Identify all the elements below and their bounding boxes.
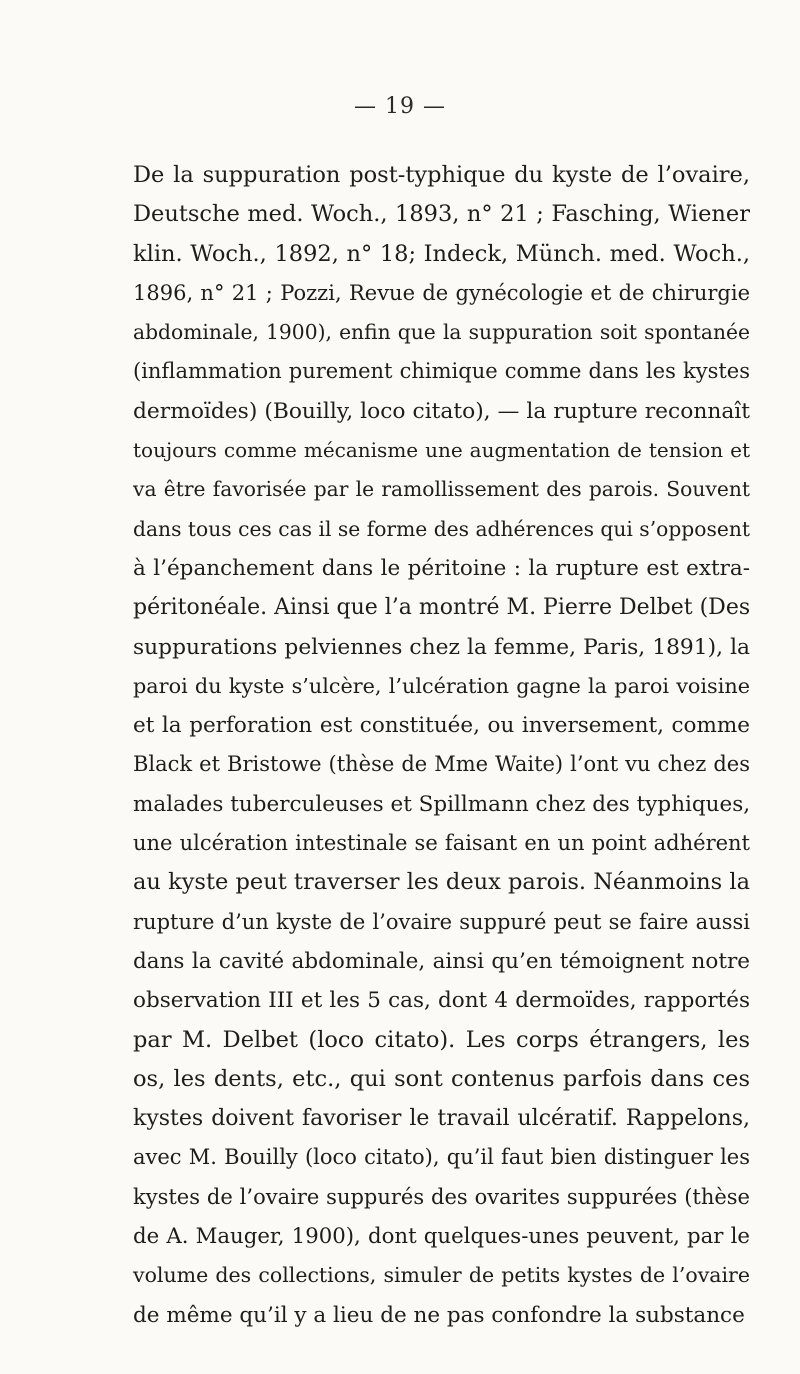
page-number: — 19 — [354,94,446,119]
text-line: abdominale, 1900), enfin que la suppuration soit spontanée [133,320,750,345]
text-line: os, les dents, etc., qui sont contenus parfois dans ces [133,1065,750,1092]
text-line: avec M. Bouilly (loco citato), qu’il faut bien distinguer les [133,1145,750,1170]
text-line: Deutsche med. Woch., 1893, n° 21 ; Fasching, Wiener [133,201,750,228]
text-line: va être favorisée par le ramollissement des parois. Souvent [133,477,750,502]
text-line: de même qu’il y a lieu de ne pas confondre la substance [133,1302,745,1328]
text-line: suppurations pelviennes chez la femme, Paris, 1891), la [133,634,750,660]
text-line: par M. Delbet (loco citato). Les corps étrangers, les [133,1026,750,1053]
text-line: et la perforation est constituée, ou inversement, comme [133,713,750,739]
body-text [133,156,750,1335]
text-line: kystes de l’ovaire suppurés des ovarites suppurées (thèse [133,1184,750,1209]
text-line: de A. Mauger, 1900), dont quelques-unes peuvent, par le [133,1224,750,1250]
text-line: observation III et les 5 cas, dont 4 dermoïdes, rapportés [133,988,750,1014]
text-line: péritonéale. Ainsi que l’a montré M. Pierre Delbet (Des [133,595,751,621]
text-line: volume des collections, simuler de petits kystes de l’ovaire [133,1263,750,1288]
text-line: au kyste peut traverser les deux parois. Néanmoins la [133,869,750,896]
text-line: dans tous ces cas il se forme des adhérences qui s’opposent [133,516,751,541]
text-line: malades tuberculeuses et Spillmann chez des typhiques, [133,791,751,817]
text-line: rupture d’un kyste de l’ovaire suppuré peut se faire aussi [133,909,750,934]
text-line: Black et Bristowe (thèse de Mme Waite) l’ont vu chez des [133,752,750,777]
text-line: à l’épanchement dans le péritoine : la rupture est extra- [133,555,750,581]
text-line: (inflammation purement chimique comme dans les kystes [133,359,750,384]
text-line: paroi du kyste s’ulcère, l’ulcération gagne la paroi voisine [133,673,750,698]
text-line: une ulcération intestinale se faisant en un point adhérent [133,831,750,856]
text-line: 1896, n° 21 ; Pozzi, Revue de gynécologie et de chirurgie [133,280,750,305]
text-line: klin. Woch., 1892, n° 18; Indeck, Münch. med. Woch., [133,240,750,267]
text-line: dans la cavité abdominale, ainsi qu’en témoignent notre [133,948,750,974]
text-line: toujours comme mécanisme une augmentation de tension et [133,438,750,463]
text-line: De la suppuration post-typhique du kyste de l’ovaire, [133,162,750,188]
text-line: kystes doivent favoriser le travail ulcératif. Rappelons, [133,1106,750,1132]
text-line: dermoïdes) (Bouilly, loco citato), — la rupture reconnaît [133,398,750,424]
